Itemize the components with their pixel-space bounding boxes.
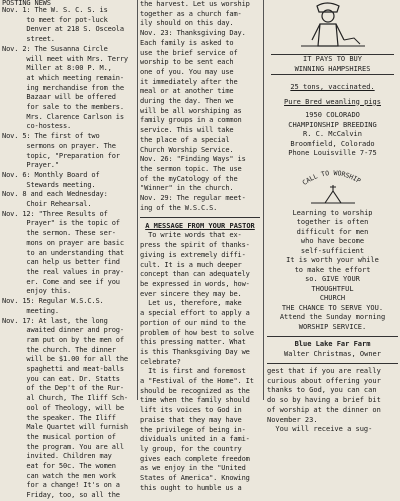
text-line: can help us better find	[2, 258, 120, 267]
text-line: time when the family should	[140, 396, 250, 405]
section-rule	[267, 363, 398, 364]
text-line: Nov. 12: "Three Results of	[2, 209, 108, 218]
text-line: thanks to God, you can can	[267, 386, 377, 395]
text-line: you can eat. Dr. Statts	[2, 374, 120, 383]
text-line: ing of the W.S.C.S.	[140, 203, 218, 212]
text-line: during the day. Then we	[140, 97, 234, 106]
text-line: can watch the men work	[2, 471, 116, 480]
ad-farm-owner: Walter Christmas, Owner	[284, 349, 381, 358]
text-line: Nov. 6: Monthly Board of	[2, 170, 100, 179]
text-line: Church Worship Service.	[140, 145, 234, 154]
schedule-text	[140, 0, 260, 213]
section-heading-fragment: POSTING NEWS	[2, 0, 51, 7]
text-line: You will receive a sug-	[267, 425, 373, 434]
column-divider	[137, 0, 138, 400]
text-line: lift its voices to God in	[140, 406, 242, 415]
text-line: street.	[2, 35, 55, 44]
text-line: concept than can adequately	[140, 270, 250, 279]
text-line: Miller at 8:00 P. M.,	[2, 64, 112, 73]
text-line: Prayer" is the topic of	[2, 219, 120, 228]
calendar-text	[2, 6, 135, 501]
campaign-line: IT PAYS TO BUY	[302, 55, 362, 63]
text-line: a "Festival of the Home". It	[140, 377, 254, 386]
text-line: this pressing matter. What	[140, 338, 246, 347]
ad-owner: R. C. McCalvin	[302, 130, 362, 138]
text-line: co-hostess.	[2, 122, 72, 131]
verse-line: WORSHIP SERVICE.	[298, 322, 367, 331]
text-line: er. Come and see if you	[2, 277, 120, 286]
text-line: a special effort to apply a	[140, 309, 250, 318]
worship-invitation	[267, 209, 398, 333]
text-line: do so by having a brief bit	[267, 396, 381, 405]
text-line: is this Thanksgiving Day we	[140, 347, 250, 356]
verse-line: to make the effort	[294, 265, 371, 274]
text-line: eat for 50c. The women	[2, 462, 116, 471]
text-line: curious about offering your	[267, 376, 381, 385]
ad-farm: Blue Lake Far Farm	[294, 340, 371, 348]
text-line: Nov. 26: "Finding Ways" is	[140, 155, 246, 164]
text-line: Choir Rehearsal.	[2, 200, 92, 209]
text-line: of the Dep't of the Rur-	[2, 384, 124, 393]
text-line: cult. It is a much deeper	[140, 260, 242, 269]
text-line: be expressed in words, how-	[140, 279, 250, 288]
text-line: as we enjoy in the "United	[140, 464, 246, 473]
text-line: the place of a special	[140, 135, 230, 144]
text-line: the sermon. These ser-	[2, 229, 116, 238]
text-line: the harvest. Let us worship	[140, 0, 250, 8]
text-line: the speaker. The Iliff	[2, 413, 116, 422]
campaign-line: WINNING HAMPSHIRES	[294, 64, 371, 73]
text-line: meal or at another time	[140, 87, 234, 96]
svg-text:CALL TO WORSHIP	[300, 168, 361, 186]
text-line: service. This will take	[140, 126, 234, 135]
text-line: ily should on this day.	[140, 19, 234, 28]
text-line: to an understanding that	[2, 248, 124, 257]
text-line: Nov. 23: Thanksgiving Day.	[140, 29, 246, 38]
text-line: "Winner" in the church.	[140, 184, 234, 193]
text-line: November 23.	[267, 415, 318, 424]
text-line: will meet with Mrs. Terry	[2, 54, 128, 63]
verse-line: so. GIVE YOUR	[305, 275, 360, 283]
text-line: praise that they may have	[140, 415, 242, 424]
text-line: Nov. 2: The Susanna Circle	[2, 44, 108, 53]
ad-champ: CHAMPIONSHIP BREEDING	[288, 120, 377, 129]
ad-champ: 1950 COLORADO	[305, 111, 360, 119]
text-line: Mrs. Clarence Carlson is	[2, 112, 124, 121]
text-line: of the myCatology of the	[140, 174, 238, 183]
text-line: ever sincere they may be.	[140, 289, 242, 298]
text-line: problem of how best to solve	[140, 328, 254, 337]
text-line: together as a church fam-	[140, 9, 242, 18]
verse-line: difficult for men	[296, 227, 369, 236]
text-line: Nov. 17: At last, the long	[2, 316, 108, 325]
verse-line: Learning to worship	[292, 208, 373, 217]
verse-line: Attend the Sunday morning	[279, 313, 386, 321]
verse-line: It is worth your while	[286, 256, 379, 264]
text-line: the sermon topic. The use	[140, 164, 242, 173]
campaign-banner	[271, 54, 394, 75]
text-line: the program. You are all	[2, 442, 124, 451]
text-line: Nov. 8 and each Wednesday:	[2, 190, 108, 199]
text-line: To write words that ex-	[140, 231, 242, 240]
text-line: family groups in a common	[140, 116, 242, 125]
verse-line: self-sufficient	[300, 246, 365, 255]
section-rule	[140, 217, 260, 218]
text-line: Friday, too, so all the	[2, 491, 120, 500]
text-line: portion of our mind to the	[140, 318, 246, 327]
text-line: one of you. You may use	[140, 67, 234, 76]
text-line: giving is extremely diffi-	[140, 250, 246, 259]
section-rule	[267, 336, 398, 337]
text-line: this ought to humble us a	[140, 483, 242, 492]
text-line: spaghetti and meat-balls	[2, 365, 124, 374]
text-line: will be all worshiping as	[140, 106, 242, 115]
text-line: invited. Children may	[2, 452, 112, 461]
text-line: use the brief service of	[140, 48, 238, 57]
text-line: Stewards meeting.	[2, 180, 96, 189]
text-line: It is first and foremost	[140, 367, 246, 376]
text-line: Nov. 1: The W. S. C. S. is	[2, 6, 108, 14]
text-line: Each family is asked to	[140, 38, 234, 47]
text-line: gest that if you are really	[267, 367, 381, 375]
text-line: meeting.	[2, 306, 59, 315]
text-line: should be recognized as the	[140, 386, 250, 395]
text-line: al Church, The Iliff Sch-	[2, 394, 128, 403]
text-line: Prayer."	[2, 161, 59, 170]
text-line: Denver at 218 S. Osceola	[2, 25, 124, 34]
farmer-illustration	[287, 0, 379, 52]
text-line: mons on prayer are basic	[2, 238, 124, 247]
schedule-and-pastor-column	[140, 0, 260, 492]
text-line: of worship at the dinner on	[267, 405, 381, 414]
text-line: the privilege of being in-	[140, 425, 246, 434]
calendar-column	[2, 0, 135, 500]
text-line: to meet for pot-luck	[2, 15, 108, 24]
text-line: for a change! It's on a	[2, 481, 120, 490]
text-line: ool of Theology, will be	[2, 403, 124, 412]
column-divider	[263, 0, 264, 400]
verse-line: THE CHANCE TO SERVE YOU.	[281, 303, 384, 312]
verse-line: who have become	[300, 237, 365, 245]
text-line: sermons on prayer. The	[2, 141, 116, 150]
text-line: press the spirit of thanks-	[140, 241, 250, 250]
text-line: the musical portion of	[2, 432, 116, 441]
text-line: gives each complete freedom	[140, 454, 250, 463]
text-line: for sale to the members.	[2, 103, 124, 112]
verse-line: THOUGHTFUL	[311, 284, 354, 293]
text-line: the real values in pray-	[2, 267, 124, 276]
text-line: ly group, for the country	[140, 444, 242, 453]
verse-line: together is often	[296, 218, 369, 226]
text-line: ing merchandise from the	[2, 83, 124, 92]
text-line: dividuals united in a fami-	[140, 435, 250, 444]
ad-sale: Pure Bred weanling pigs	[284, 97, 381, 106]
text-line: Nov. 15: Regular W.S.C.S.	[2, 297, 104, 306]
text-line: Bazaar will be offered	[2, 93, 116, 102]
text-line: Nov. 5: The first of two	[2, 132, 100, 141]
text-line: it immediately after the	[140, 77, 238, 86]
art-caption: CALL TO WORSHIP	[300, 168, 362, 187]
verse-line: CHURCH	[319, 294, 346, 302]
text-line: worship to be sent each	[140, 58, 234, 67]
text-line: Nov. 29: The regular meet-	[140, 194, 246, 203]
ad-address: Broomfield, Colorado	[290, 139, 375, 148]
ad-tons: 25 tons, vaccinated.	[290, 83, 375, 91]
pastor-message-heading: A MESSAGE FROM YOUR PASTOR	[145, 222, 255, 231]
text-line: awaited dinner and prog-	[2, 326, 124, 335]
church-illustration	[285, 163, 381, 209]
text-line: Let us, therefore, make	[140, 299, 242, 308]
text-line: enjoy this.	[2, 287, 72, 296]
pastor-message-text	[140, 231, 260, 493]
text-line: topic, "Preparation for	[2, 151, 120, 160]
ad-phone: Phone Louisville 7-75	[288, 149, 377, 157]
ads-column	[267, 0, 398, 434]
text-line: States of America". Knowing	[140, 474, 250, 483]
text-line: at which meeting remain-	[2, 73, 124, 82]
text-line: ram put on by the men of	[2, 335, 124, 344]
text-line: Male Quartet will furnish	[2, 423, 128, 432]
text-line: the church. The dinner	[2, 345, 116, 354]
text-line: celebrate?	[140, 357, 181, 366]
pastor-message-continued	[267, 367, 398, 435]
text-line: will be $1.00 for all the	[2, 355, 128, 364]
